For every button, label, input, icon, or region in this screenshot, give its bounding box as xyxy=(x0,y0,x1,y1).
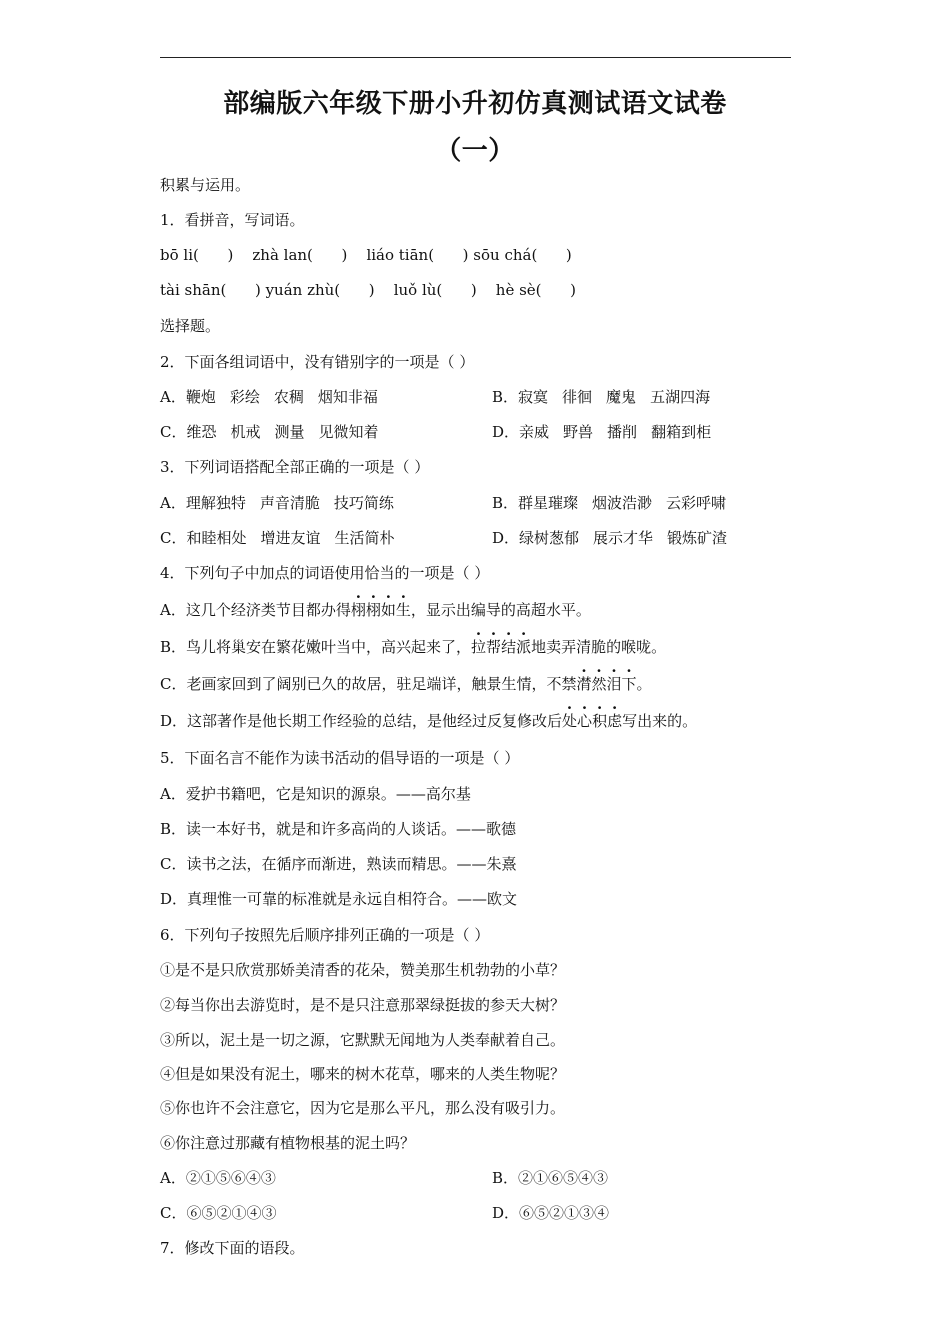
question-6-sentence-6: ⑥你注意过那藏有植物根基的泥土吗？ xyxy=(160,1134,416,1152)
question-3-option-c: C．和睦相处 增进友谊 生活简朴 xyxy=(160,529,395,547)
question-3-option-d: D．绿树葱郁 展示才华 锻炼矿渣 xyxy=(492,529,728,547)
page-title: 部编版六年级下册小升初仿真测试语文试卷 xyxy=(223,89,727,119)
question-4-option-b: B．鸟儿将巢安在繁花嫩叶当中，高兴起来了，拉帮结派地卖弄清脆的喉咙。 xyxy=(160,638,667,656)
question-4-option-a: A．这几个经济类节目都办得栩栩如生，显示出编导的高超水平。 xyxy=(160,601,591,619)
question-4-stem: 4．下列句子中加点的词语使用恰当的一项是（ ） xyxy=(160,564,490,582)
question-2-option-a: A．鞭炮 彩绘 农稠 烟知非福 xyxy=(160,388,378,406)
question-2-option-d: D．亲威 野兽 播削 翻箱到柜 xyxy=(492,423,712,441)
question-6-sentence-1: ①是不是只欣赏那娇美清香的花朵，赞美那生机勃勃的小草？ xyxy=(160,961,566,979)
question-3-option-a: A．理解独特 声音清脆 技巧简练 xyxy=(160,494,394,512)
section-heading: 选择题。 xyxy=(160,317,221,335)
top-rule xyxy=(160,57,791,58)
question-3-option-b: B．群星璀璨 烟波浩渺 云彩呼啸 xyxy=(492,494,727,512)
question-6-option-d: D．⑥⑤②①③④ xyxy=(492,1204,610,1222)
question-6-sentence-3: ③所以，泥土是一切之源，它默默无闻地为人类奉献着自己。 xyxy=(160,1031,566,1049)
question-2-stem: 2．下面各组词语中，没有错别字的一项是（ ） xyxy=(160,353,475,371)
question-6-sentence-5: ⑤你也许不会注意它，因为它是那么平凡，那么没有吸引力。 xyxy=(160,1099,566,1117)
question-3-stem: 3．下列词语搭配全部正确的一项是（ ） xyxy=(160,458,430,476)
question-5-option-b: B．读一本好书，就是和许多高尚的人谈话。——歌德 xyxy=(160,820,517,838)
question-4-option-c: C．老画家回到了阔别已久的故居，驻足端详，触景生情，不禁潸然泪下。 xyxy=(160,675,652,693)
question-6-option-a: A．②①⑤⑥④③ xyxy=(160,1169,276,1187)
question-7-stem: 7．修改下面的语段。 xyxy=(160,1239,305,1257)
question-2-option-c: C．维恐 机戒 测量 见微知着 xyxy=(160,423,379,441)
question-1-stem: 1．看拼音，写词语。 xyxy=(160,211,305,229)
question-6-option-b: B．②①⑥⑤④③ xyxy=(492,1169,609,1187)
question-6-sentence-4: ④但是如果没有泥土，哪来的树木花草，哪来的人类生物呢？ xyxy=(160,1065,566,1083)
page-subtitle: （一） xyxy=(435,136,515,166)
question-4-option-d: D．这部著作是他长期工作经验的总结，是他经过反复修改后处心积虑写出来的。 xyxy=(160,712,698,730)
question-6-option-c: C．⑥⑤②①④③ xyxy=(160,1204,277,1222)
question-5-option-d: D．真理惟一可靠的标准就是永远自相符合。——欧文 xyxy=(160,890,518,908)
section-heading: 积累与运用。 xyxy=(160,176,251,194)
question-2-option-b: B．寂寞 徘徊 魔鬼 五湖四海 xyxy=(492,388,711,406)
question-6-stem: 6．下列句子按照先后顺序排列正确的一项是（ ） xyxy=(160,926,490,944)
question-5-option-a: A．爱护书籍吧，它是知识的源泉。——高尔基 xyxy=(160,785,471,803)
question-5-stem: 5．下面名言不能作为读书活动的倡导语的一项是（ ） xyxy=(160,749,520,767)
question-6-sentence-2: ②每当你出去游览时，是不是只注意那翠绿挺拔的参天大树？ xyxy=(160,996,566,1014)
pinyin-row-1: bō li( ) zhà lan( ) liáo tiān( ) sōu chá( ) xyxy=(160,246,572,264)
pinyin-row-2: tài shān( ) yuán zhù( ) luǒ lù( ) hè sè( ) xyxy=(160,281,576,299)
question-5-option-c: C．读书之法，在循序而渐进，熟读而精思。——朱熹 xyxy=(160,855,517,873)
